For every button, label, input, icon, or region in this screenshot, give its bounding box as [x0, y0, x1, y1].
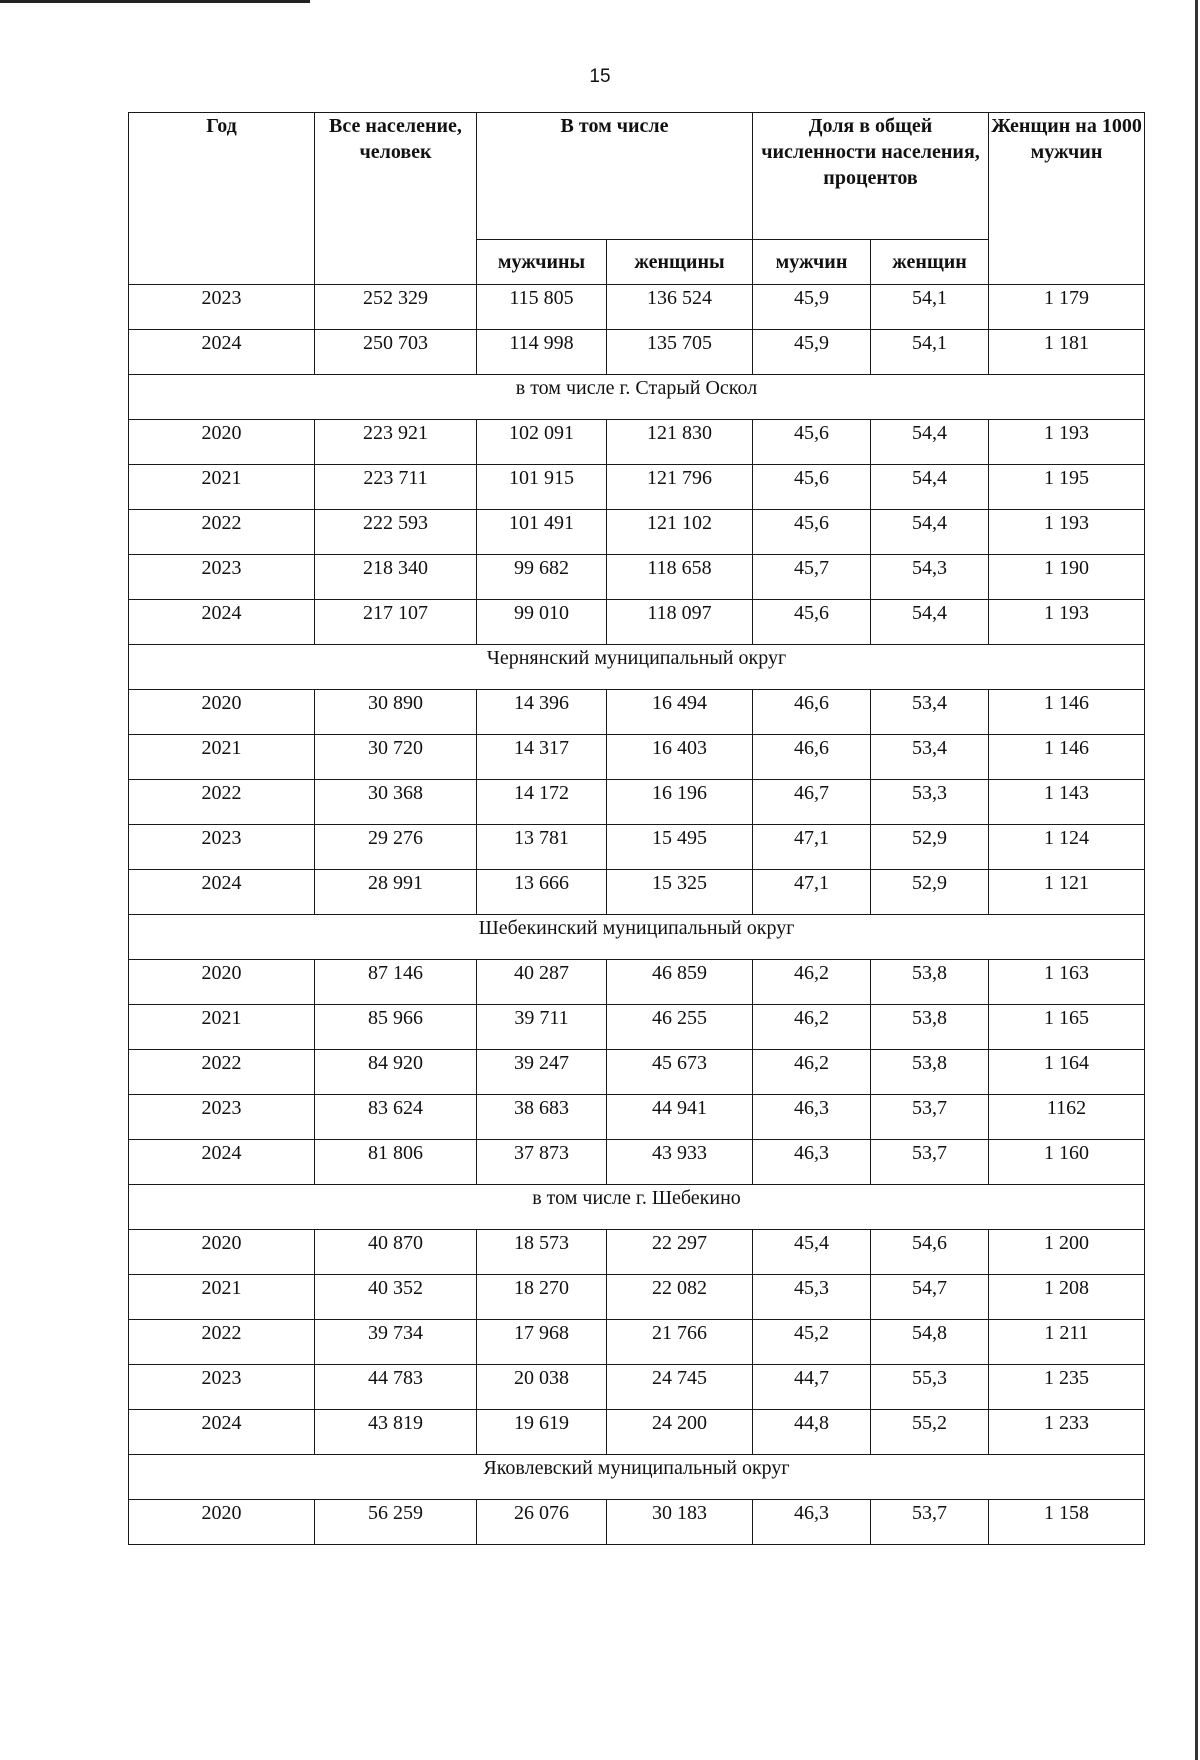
table-row — [129, 420, 1145, 465]
cell-women-per-1000: 1 179 — [989, 285, 1145, 330]
cell-women-count: 121 796 — [607, 465, 753, 510]
cell-men-share: 46,3 — [753, 1500, 871, 1545]
scan-edge-right — [1195, 0, 1198, 1760]
section-row — [129, 645, 1145, 690]
cell-men-count: 14 317 — [477, 735, 607, 780]
cell-year: 2020 — [129, 960, 315, 1005]
cell-total-population: 30 720 — [315, 735, 477, 780]
cell-total-population: 81 806 — [315, 1140, 477, 1185]
cell-men-count: 13 666 — [477, 870, 607, 915]
cell-total-population: 43 819 — [315, 1410, 477, 1455]
table-row — [129, 1275, 1145, 1320]
cell-women-count: 44 941 — [607, 1095, 753, 1140]
cell-men-share: 46,6 — [753, 735, 871, 780]
cell-men-share: 45,6 — [753, 465, 871, 510]
cell-total-population: 39 734 — [315, 1320, 477, 1365]
cell-men-count: 26 076 — [477, 1500, 607, 1545]
cell-women-share: 55,3 — [871, 1365, 989, 1410]
cell-total-population: 28 991 — [315, 870, 477, 915]
population-table — [128, 112, 1145, 1545]
cell-men-share: 46,7 — [753, 780, 871, 825]
cell-women-share: 52,9 — [871, 870, 989, 915]
cell-women-share: 53,7 — [871, 1500, 989, 1545]
cell-men-share: 46,2 — [753, 960, 871, 1005]
header-year: Год — [129, 113, 315, 285]
cell-women-count: 121 830 — [607, 420, 753, 465]
cell-men-count: 17 968 — [477, 1320, 607, 1365]
header-men-share: мужчин — [753, 240, 871, 285]
cell-total-population: 222 593 — [315, 510, 477, 555]
cell-women-per-1000: 1 233 — [989, 1410, 1145, 1455]
cell-women-share: 54,4 — [871, 510, 989, 555]
cell-year: 2020 — [129, 690, 315, 735]
cell-women-per-1000: 1162 — [989, 1095, 1145, 1140]
table-row — [129, 1005, 1145, 1050]
cell-total-population: 217 107 — [315, 600, 477, 645]
cell-women-per-1000: 1 163 — [989, 960, 1145, 1005]
cell-women-per-1000: 1 190 — [989, 555, 1145, 600]
header-share: Доля в общей численности населения, процентов — [753, 113, 989, 240]
table-row — [129, 510, 1145, 555]
cell-men-share: 47,1 — [753, 825, 871, 870]
cell-men-share: 44,8 — [753, 1410, 871, 1455]
section-row — [129, 375, 1145, 420]
cell-men-count: 101 915 — [477, 465, 607, 510]
page-number: 15 — [589, 66, 611, 87]
cell-women-per-1000: 1 235 — [989, 1365, 1145, 1410]
cell-women-share: 53,4 — [871, 735, 989, 780]
section-title: в том числе г. Старый Оскол — [129, 375, 1145, 420]
cell-men-count: 99 682 — [477, 555, 607, 600]
cell-women-per-1000: 1 158 — [989, 1500, 1145, 1545]
cell-men-share: 45,6 — [753, 420, 871, 465]
cell-year: 2023 — [129, 825, 315, 870]
cell-total-population: 40 870 — [315, 1230, 477, 1275]
cell-women-per-1000: 1 211 — [989, 1320, 1145, 1365]
table-row — [129, 1320, 1145, 1365]
cell-total-population: 83 624 — [315, 1095, 477, 1140]
cell-men-count: 40 287 — [477, 960, 607, 1005]
cell-men-count: 39 247 — [477, 1050, 607, 1095]
cell-men-count: 102 091 — [477, 420, 607, 465]
cell-women-count: 30 183 — [607, 1500, 753, 1545]
section-row — [129, 915, 1145, 960]
header-total-population: Все население, человек — [315, 113, 477, 285]
cell-women-count: 45 673 — [607, 1050, 753, 1095]
cell-men-count: 13 781 — [477, 825, 607, 870]
cell-women-count: 43 933 — [607, 1140, 753, 1185]
table-row — [129, 1500, 1145, 1545]
cell-total-population: 30 890 — [315, 690, 477, 735]
cell-year: 2020 — [129, 420, 315, 465]
section-title: Шебекинский муниципальный округ — [129, 915, 1145, 960]
cell-year: 2024 — [129, 600, 315, 645]
cell-women-per-1000: 1 181 — [989, 330, 1145, 375]
cell-men-share: 45,9 — [753, 330, 871, 375]
header-women-share: женщин — [871, 240, 989, 285]
cell-total-population: 218 340 — [315, 555, 477, 600]
cell-year: 2022 — [129, 780, 315, 825]
cell-men-count: 14 172 — [477, 780, 607, 825]
header-men-count: мужчины — [477, 240, 607, 285]
section-title: в том числе г. Шебекино — [129, 1185, 1145, 1230]
cell-total-population: 40 352 — [315, 1275, 477, 1320]
cell-women-count: 16 196 — [607, 780, 753, 825]
scan-edge-top — [0, 0, 310, 3]
cell-women-per-1000: 1 193 — [989, 510, 1145, 555]
cell-women-count: 21 766 — [607, 1320, 753, 1365]
cell-women-share: 54,8 — [871, 1320, 989, 1365]
cell-men-share: 44,7 — [753, 1365, 871, 1410]
cell-women-share: 54,3 — [871, 555, 989, 600]
table-row — [129, 1050, 1145, 1095]
cell-women-count: 16 494 — [607, 690, 753, 735]
cell-year: 2023 — [129, 285, 315, 330]
table-row — [129, 690, 1145, 735]
cell-women-count: 46 255 — [607, 1005, 753, 1050]
cell-total-population: 87 146 — [315, 960, 477, 1005]
cell-women-per-1000: 1 193 — [989, 600, 1145, 645]
cell-women-per-1000: 1 146 — [989, 690, 1145, 735]
cell-women-per-1000: 1 165 — [989, 1005, 1145, 1050]
cell-year: 2024 — [129, 1410, 315, 1455]
cell-men-count: 18 573 — [477, 1230, 607, 1275]
header-including: В том числе — [477, 113, 753, 240]
cell-women-count: 15 325 — [607, 870, 753, 915]
cell-men-count: 18 270 — [477, 1275, 607, 1320]
cell-year: 2021 — [129, 1275, 315, 1320]
cell-women-per-1000: 1 124 — [989, 825, 1145, 870]
cell-total-population: 56 259 — [315, 1500, 477, 1545]
cell-women-count: 118 658 — [607, 555, 753, 600]
table-row — [129, 1230, 1145, 1275]
cell-men-share: 46,3 — [753, 1095, 871, 1140]
cell-women-share: 54,1 — [871, 330, 989, 375]
cell-men-count: 114 998 — [477, 330, 607, 375]
cell-women-count: 135 705 — [607, 330, 753, 375]
cell-men-count: 101 491 — [477, 510, 607, 555]
cell-women-count: 22 297 — [607, 1230, 753, 1275]
cell-year: 2022 — [129, 1050, 315, 1095]
cell-women-count: 46 859 — [607, 960, 753, 1005]
cell-men-share: 45,9 — [753, 285, 871, 330]
cell-women-share: 53,8 — [871, 960, 989, 1005]
cell-women-per-1000: 1 193 — [989, 420, 1145, 465]
cell-women-share: 53,7 — [871, 1095, 989, 1140]
table-row — [129, 600, 1145, 645]
cell-women-share: 54,1 — [871, 285, 989, 330]
cell-women-count: 118 097 — [607, 600, 753, 645]
cell-men-count: 20 038 — [477, 1365, 607, 1410]
cell-men-share: 46,2 — [753, 1050, 871, 1095]
header-women-per-1000: Женщин на 1000 мужчин — [989, 113, 1145, 285]
table-header — [129, 113, 1145, 285]
cell-men-count: 14 396 — [477, 690, 607, 735]
table-row — [129, 960, 1145, 1005]
cell-year: 2021 — [129, 1005, 315, 1050]
cell-men-share: 46,6 — [753, 690, 871, 735]
cell-men-share: 47,1 — [753, 870, 871, 915]
cell-year: 2024 — [129, 1140, 315, 1185]
cell-men-share: 46,3 — [753, 1140, 871, 1185]
table-row — [129, 1095, 1145, 1140]
cell-men-share: 45,7 — [753, 555, 871, 600]
cell-women-per-1000: 1 164 — [989, 1050, 1145, 1095]
table-row — [129, 870, 1145, 915]
cell-year: 2020 — [129, 1500, 315, 1545]
cell-women-per-1000: 1 121 — [989, 870, 1145, 915]
cell-men-count: 19 619 — [477, 1410, 607, 1455]
cell-men-share: 45,2 — [753, 1320, 871, 1365]
table-row — [129, 1410, 1145, 1455]
cell-year: 2023 — [129, 1365, 315, 1410]
table-row — [129, 735, 1145, 780]
cell-women-per-1000: 1 143 — [989, 780, 1145, 825]
cell-women-per-1000: 1 200 — [989, 1230, 1145, 1275]
cell-total-population: 30 368 — [315, 780, 477, 825]
section-row — [129, 1455, 1145, 1500]
cell-women-per-1000: 1 160 — [989, 1140, 1145, 1185]
cell-men-share: 45,6 — [753, 600, 871, 645]
section-title: Яковлевский муниципальный округ — [129, 1455, 1145, 1500]
table-row — [129, 1365, 1145, 1410]
cell-women-count: 121 102 — [607, 510, 753, 555]
cell-total-population: 85 966 — [315, 1005, 477, 1050]
cell-men-count: 115 805 — [477, 285, 607, 330]
cell-women-per-1000: 1 146 — [989, 735, 1145, 780]
cell-year: 2022 — [129, 510, 315, 555]
table-row — [129, 555, 1145, 600]
cell-women-per-1000: 1 195 — [989, 465, 1145, 510]
cell-women-per-1000: 1 208 — [989, 1275, 1145, 1320]
cell-women-share: 54,7 — [871, 1275, 989, 1320]
cell-women-share: 53,4 — [871, 690, 989, 735]
cell-total-population: 29 276 — [315, 825, 477, 870]
header-women-count: женщины — [607, 240, 753, 285]
table-row — [129, 1140, 1145, 1185]
table-row — [129, 465, 1145, 510]
section-title: Чернянский муниципальный округ — [129, 645, 1145, 690]
cell-women-share: 55,2 — [871, 1410, 989, 1455]
cell-women-count: 15 495 — [607, 825, 753, 870]
cell-women-share: 53,8 — [871, 1050, 989, 1095]
table-body — [129, 285, 1145, 1545]
cell-women-count: 24 745 — [607, 1365, 753, 1410]
cell-year: 2023 — [129, 555, 315, 600]
cell-total-population: 44 783 — [315, 1365, 477, 1410]
cell-men-share: 45,4 — [753, 1230, 871, 1275]
cell-total-population: 223 711 — [315, 465, 477, 510]
table-row — [129, 780, 1145, 825]
cell-total-population: 252 329 — [315, 285, 477, 330]
cell-year: 2023 — [129, 1095, 315, 1140]
cell-total-population: 250 703 — [315, 330, 477, 375]
cell-men-count: 38 683 — [477, 1095, 607, 1140]
section-row — [129, 1185, 1145, 1230]
cell-women-share: 54,4 — [871, 420, 989, 465]
cell-year: 2022 — [129, 1320, 315, 1365]
cell-women-share: 54,4 — [871, 600, 989, 645]
cell-year: 2020 — [129, 1230, 315, 1275]
cell-men-share: 45,3 — [753, 1275, 871, 1320]
table-row — [129, 825, 1145, 870]
cell-year: 2024 — [129, 330, 315, 375]
table-row — [129, 285, 1145, 330]
cell-men-count: 39 711 — [477, 1005, 607, 1050]
cell-women-share: 52,9 — [871, 825, 989, 870]
cell-women-count: 22 082 — [607, 1275, 753, 1320]
cell-women-share: 53,3 — [871, 780, 989, 825]
cell-men-share: 45,6 — [753, 510, 871, 555]
cell-year: 2021 — [129, 465, 315, 510]
cell-total-population: 223 921 — [315, 420, 477, 465]
cell-men-share: 46,2 — [753, 1005, 871, 1050]
cell-women-share: 53,7 — [871, 1140, 989, 1185]
cell-year: 2021 — [129, 735, 315, 780]
cell-total-population: 84 920 — [315, 1050, 477, 1095]
cell-women-count: 136 524 — [607, 285, 753, 330]
cell-women-count: 16 403 — [607, 735, 753, 780]
cell-women-count: 24 200 — [607, 1410, 753, 1455]
cell-women-share: 54,4 — [871, 465, 989, 510]
cell-year: 2024 — [129, 870, 315, 915]
cell-women-share: 53,8 — [871, 1005, 989, 1050]
cell-men-count: 37 873 — [477, 1140, 607, 1185]
table-row — [129, 330, 1145, 375]
cell-men-count: 99 010 — [477, 600, 607, 645]
cell-women-share: 54,6 — [871, 1230, 989, 1275]
